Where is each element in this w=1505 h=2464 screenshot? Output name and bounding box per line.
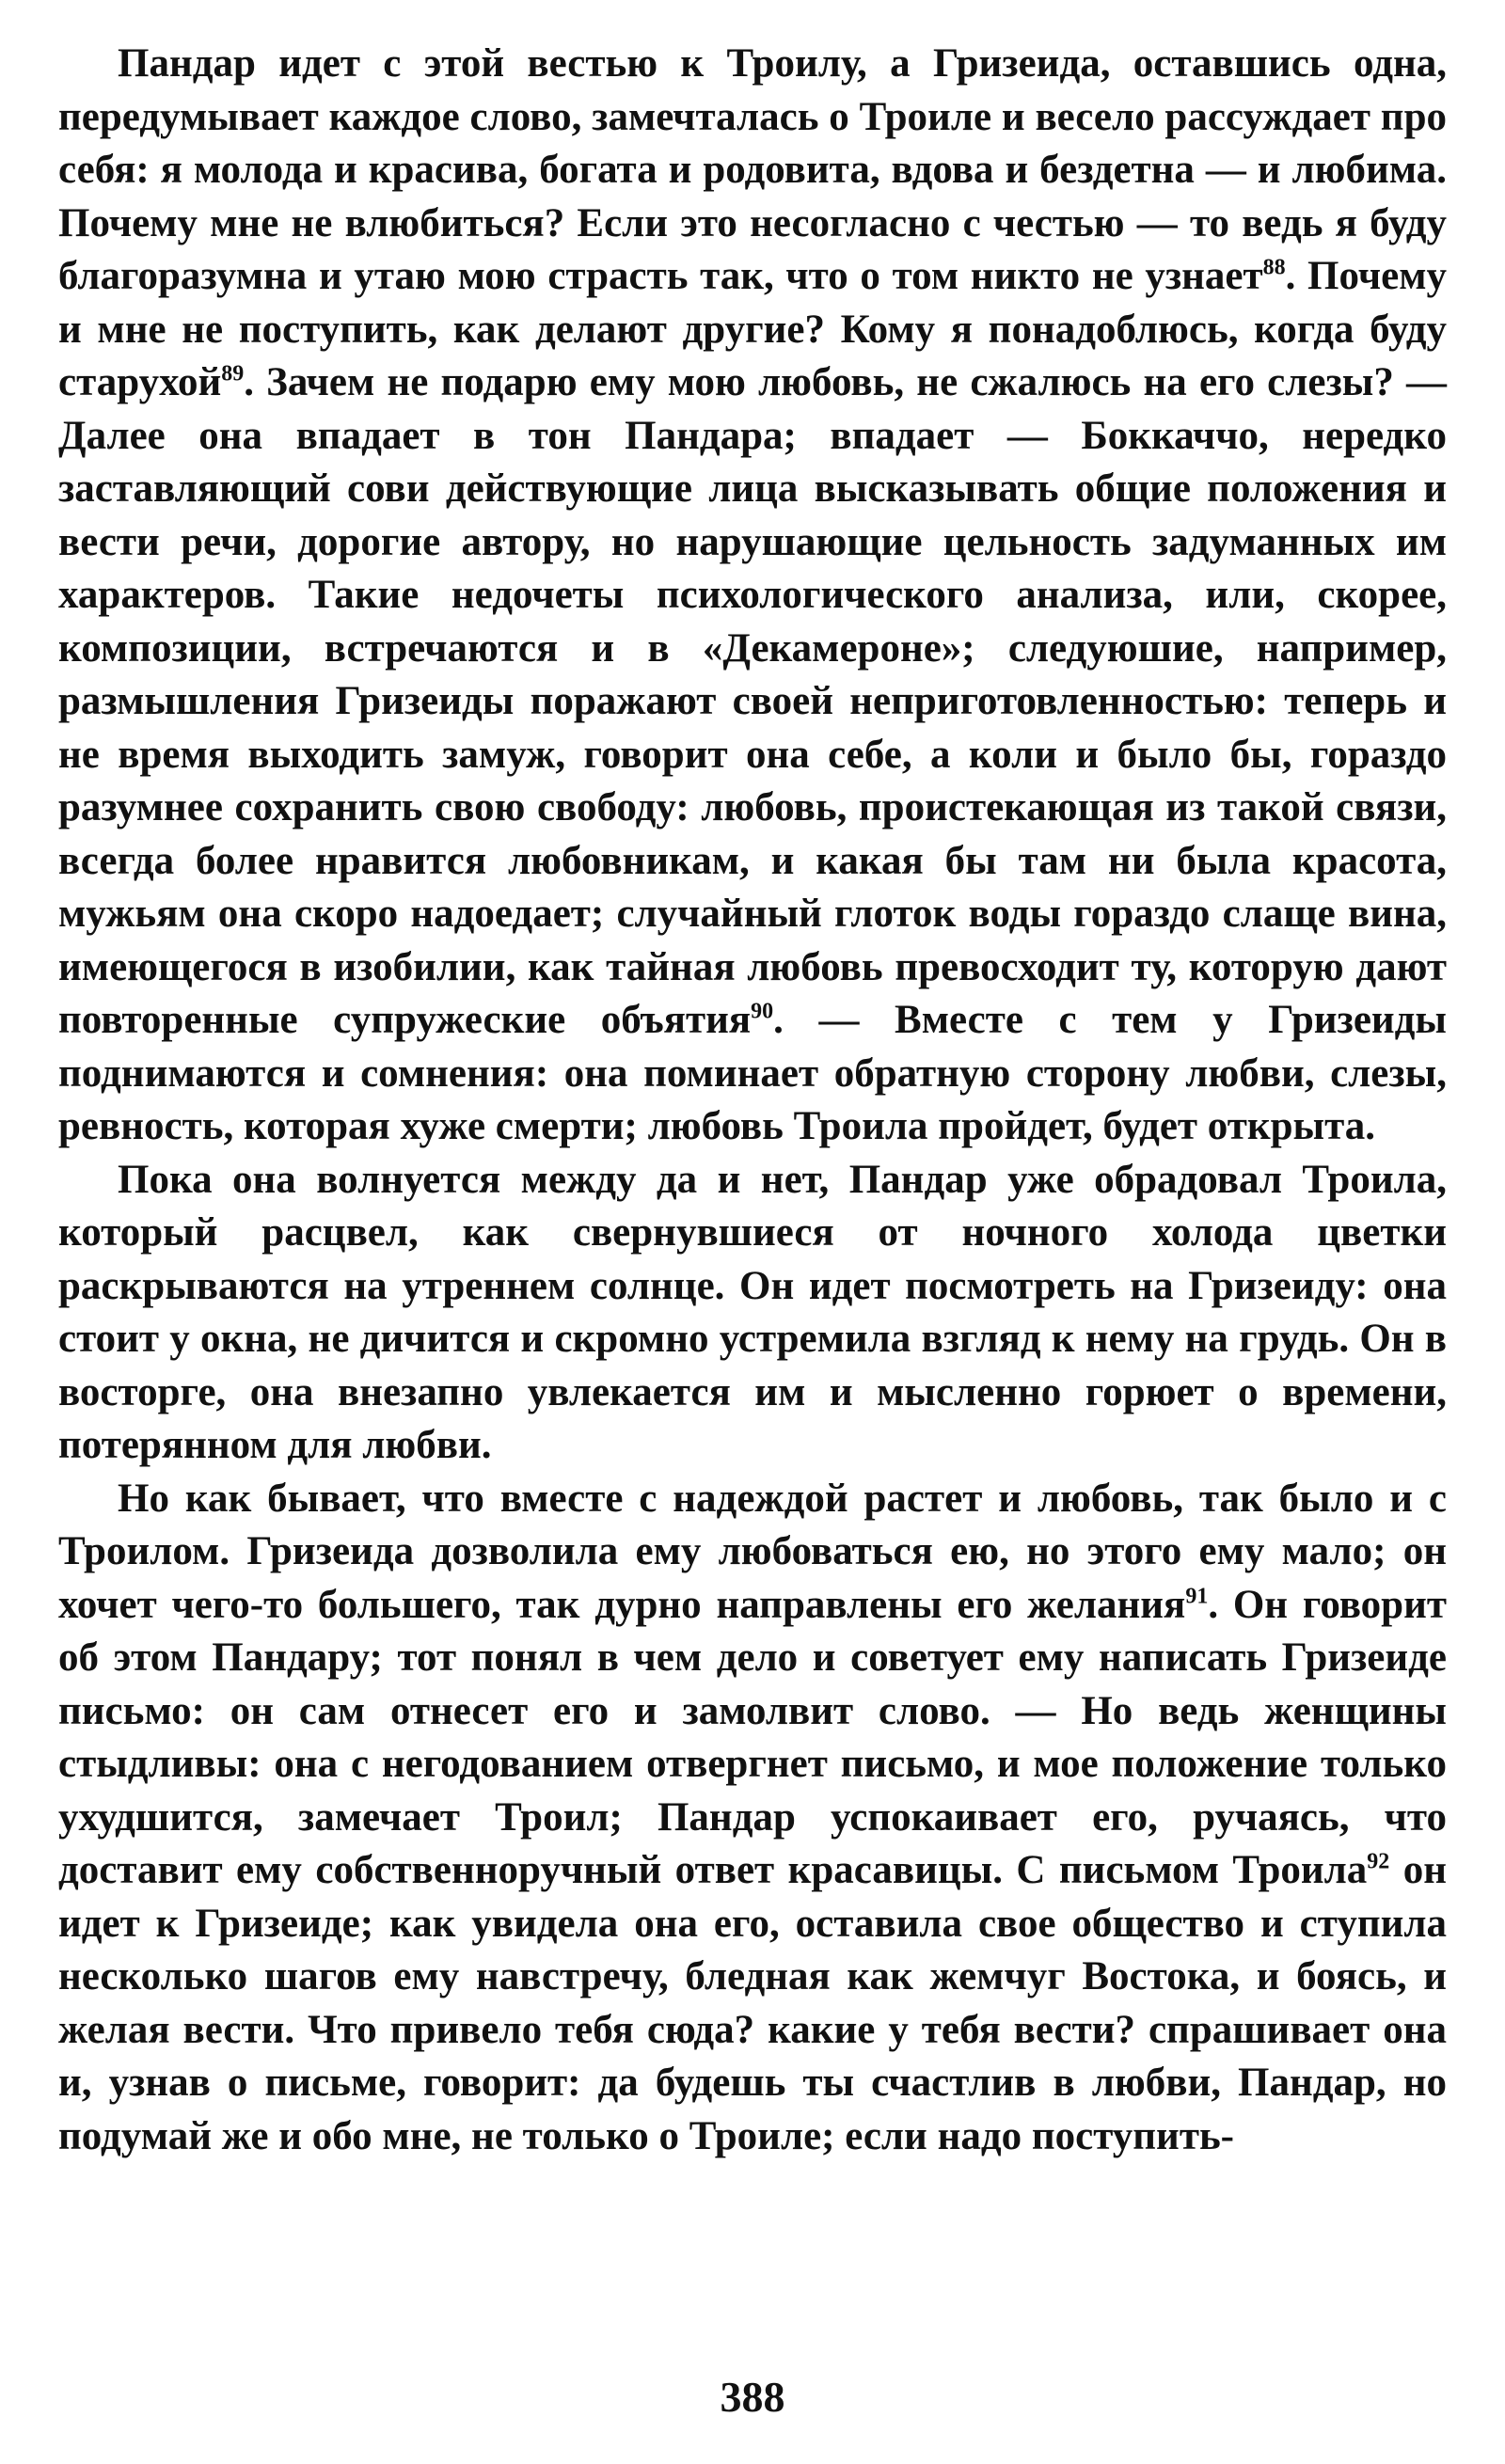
paragraph-3-text-2: . Он говорит об этом Пандару; тот понял в чем дело и советует ему написать Гризеиде письмо: он сам отнесет его и замолвит слово. — Но ведь женщины стыдливы: она с негодованием отвергнет письмо, и мое положение только ухудшится, замечает Троил; Пандар успокаивает его, ручаясь, что доставит ему собственноручный ответ красавицы. С письмом Троила bbox=[58, 1582, 1447, 1892]
page-body bbox=[58, 38, 1447, 2163]
paragraph-2 bbox=[58, 1154, 1447, 1473]
footnote-ref-91: 91 bbox=[1185, 1584, 1209, 1609]
paragraph-1 bbox=[58, 38, 1447, 1154]
footnote-ref-92: 92 bbox=[1367, 1849, 1390, 1874]
page-number: 388 bbox=[720, 2373, 785, 2421]
footnote-ref-89: 89 bbox=[221, 361, 245, 387]
paragraph-1-text-1: Пандар идет с этой вестью к Троилу, а Гризеида, оставшись одна, передумывает каждое слово, замечталась о Троиле и весело рассуждает про себя: я молода и красива, богата и родовита, вдова и бездетна — и любима. Почему мне не влюбиться? Если это несогласно с честью — то ведь я буду благоразумна и утаю мою страсть так, что о том никто не узнает bbox=[58, 41, 1447, 298]
paragraph-3-text-1: Но как бывает, что вместе с надеждой растет и любовь, так было и с Троилом. Гризеида дозволила ему любоваться ею, но этого ему мало; он хочет чего-то большего, так дурно направлены его желания bbox=[58, 1476, 1447, 1627]
footnote-ref-88: 88 bbox=[1262, 255, 1286, 280]
footnote-ref-90: 90 bbox=[751, 999, 774, 1024]
paragraph-3 bbox=[58, 1473, 1447, 2164]
paragraph-1-text-3: . Зачем не подарю ему мою любовь, не сжалюсь на его слезы? — Далее она впадает в тон Пандара; впадает — Боккаччо, нередко заставляющий сови действующие лица высказывать общие положения и вести речи, дорогие автору, но нарушающие цельность задуманных им характеров. Такие недочеты психологического анализа, или, скорее, композиции, встречаются и в «Декамероне»; следуюшие, например, размышления Гризеиды поражают своей неприготовленностью: теперь и не время выходить замуж, говорит она себе, а коли и было бы, гораздо разумнее сохранить свою свободу: любовь, проистекающая из такой связи, всегда более нравится любовникам, и какая бы там ни была красота, мужьям она скоро надоедает; случайный глоток воды гораздо слаще вина, имеющегося в изобилии, как тайная любовь превосходит ту, которую дают повторенные супружеские объятия bbox=[58, 360, 1447, 1042]
paragraph-3-text-3: он идет к Гризеиде; как увидела она его, оставила свое общество и ступила несколько шагов ему навстречу, бледная как жемчуг Востока, и боясь, и желая вести. Что привело тебя сюда? какие у тебя вести? спрашивает она и, узнав о письме, говорит: да будешь ты счастлив в любви, Пандар, но подумай же и обо мне, не только о Троиле; если надо поступить- bbox=[58, 1848, 1447, 2158]
paragraph-2-text-1: Пока она волнуется между да и нет, Пандар уже обрадовал Троила, который расцвел, как свернувшиеся от ночного холода цветки раскрываются на утреннем солнце. Он идет посмотреть на Гризеиду: она стоит у окна, не дичится и скромно устремила взгляд к нему на грудь. Он в восторге, она внезапно увлекается им и мысленно горюет о времени, потерянном для любви. bbox=[58, 1157, 1447, 1467]
paragraph-1-text-4: . — Вместе с тем у Гризеиды поднимаются и сомнения: она поминает обратную сторону любви, слезы, ревность, которая хуже смерти; любовь Троила пройдет, будет открыта. bbox=[58, 998, 1447, 1148]
paragraph-1-text-2: . Почему и мне не поступить, как делают другие? Кому я понадоблюсь, когда буду старухой bbox=[58, 254, 1448, 404]
